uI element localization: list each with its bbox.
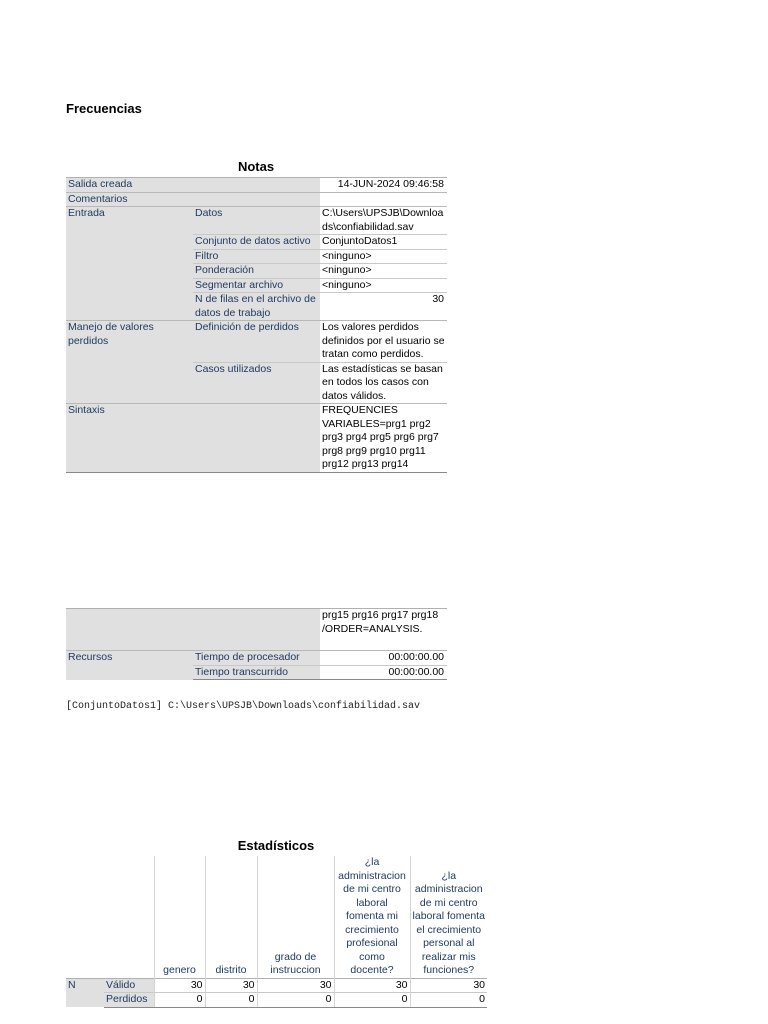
cell-value: <ninguno> bbox=[320, 249, 447, 264]
table-row bbox=[66, 993, 487, 1008]
row-label: Entrada bbox=[66, 207, 193, 321]
row-sublabel: Casos utilizados bbox=[193, 362, 320, 404]
row-sublabel: Filtro bbox=[193, 249, 320, 264]
cell-value: C:\Users\UPSJB\Downloads\confiabilidad.sav bbox=[320, 207, 447, 235]
row-label: Comentarios bbox=[66, 192, 193, 207]
row-sublabel: Tiempo transcurrido bbox=[193, 665, 320, 680]
row-sublabel: Definición de perdidos bbox=[193, 321, 320, 363]
row-label: Sintaxis bbox=[66, 404, 193, 473]
cell-value: 30 bbox=[154, 978, 205, 993]
cell-value: 30 bbox=[257, 978, 334, 993]
row-label: Perdidos bbox=[104, 993, 154, 1008]
column-header: distrito bbox=[205, 856, 257, 978]
column-header: grado de instruccion bbox=[257, 856, 334, 978]
cell-value: prg15 prg16 prg17 prg18 /ORDER=ANALYSIS. bbox=[320, 609, 447, 651]
row-label: Recursos bbox=[66, 651, 193, 680]
syntax-echo: [ConjuntoDatos1] C:\Users\UPSJB\Downloads\confiabilidad.sav bbox=[66, 701, 421, 712]
cell-value: 0 bbox=[410, 993, 487, 1008]
section-heading: Frecuencias bbox=[66, 101, 142, 116]
cell-value: FREQUENCIES VARIABLES=prg1 prg2 prg3 prg4 prg5 prg6 prg7 prg8 prg9 prg10 prg11 prg12 prg13 prg14 bbox=[320, 404, 447, 473]
row-sublabel: Ponderación bbox=[193, 264, 320, 279]
table-row bbox=[66, 178, 447, 193]
cell-value: Los valores perdidos definidos por el usuario se tratan como perdidos. bbox=[320, 321, 447, 363]
table-row bbox=[66, 321, 447, 363]
row-sublabel: Segmentar archivo bbox=[193, 278, 320, 293]
cell-value: 00:00:00.00 bbox=[320, 651, 447, 666]
row-label: Manejo de valores perdidos bbox=[66, 321, 193, 404]
table-row bbox=[66, 207, 447, 235]
cell-value: <ninguno> bbox=[320, 264, 447, 279]
table-row bbox=[66, 651, 447, 666]
row-sublabel: Conjunto de datos activo bbox=[193, 235, 320, 250]
notas-table bbox=[66, 177, 447, 473]
cell-value: 30 bbox=[334, 978, 410, 993]
row-sublabel: N de filas en el archivo de datos de trabajo bbox=[193, 293, 320, 321]
column-header: genero bbox=[154, 856, 205, 978]
notas-table-continued bbox=[66, 608, 447, 680]
cell-value: 30 bbox=[320, 293, 447, 321]
table-row bbox=[66, 609, 447, 651]
cell-value: 30 bbox=[205, 978, 257, 993]
estadisticos-table bbox=[66, 856, 487, 1008]
table-row bbox=[66, 978, 487, 993]
row-label: Válido bbox=[104, 978, 154, 993]
cell-value: 0 bbox=[205, 993, 257, 1008]
cell-value: 0 bbox=[257, 993, 334, 1008]
cell-value: 00:00:00.00 bbox=[320, 665, 447, 680]
table-row bbox=[66, 404, 447, 473]
cell-value: 30 bbox=[410, 978, 487, 993]
cell-value: 0 bbox=[334, 993, 410, 1008]
cell-value: 0 bbox=[154, 993, 205, 1008]
row-group-label: N bbox=[66, 978, 104, 1007]
estadisticos-title: Estadísticos bbox=[237, 838, 315, 853]
table-row bbox=[66, 192, 447, 207]
cell-value: Las estadísticas se basan en todos los casos con datos válidos. bbox=[320, 362, 447, 404]
table-header-row bbox=[66, 856, 487, 978]
notas-title: Notas bbox=[237, 159, 275, 174]
cell-value: <ninguno> bbox=[320, 278, 447, 293]
column-header: ¿la administracion de mi centro laboral fomenta el crecimiento personal al realizar mis funciones? bbox=[410, 856, 487, 978]
row-label: Salida creada bbox=[66, 178, 193, 193]
column-header: ¿la administracion de mi centro laboral fomenta mi crecimiento profesional como docente? bbox=[334, 856, 410, 978]
cell-value: 14-JUN-2024 09:46:58 bbox=[320, 178, 447, 193]
row-sublabel: Datos bbox=[193, 207, 320, 235]
row-sublabel: Tiempo de procesador bbox=[193, 651, 320, 666]
cell-value: ConjuntoDatos1 bbox=[320, 235, 447, 250]
